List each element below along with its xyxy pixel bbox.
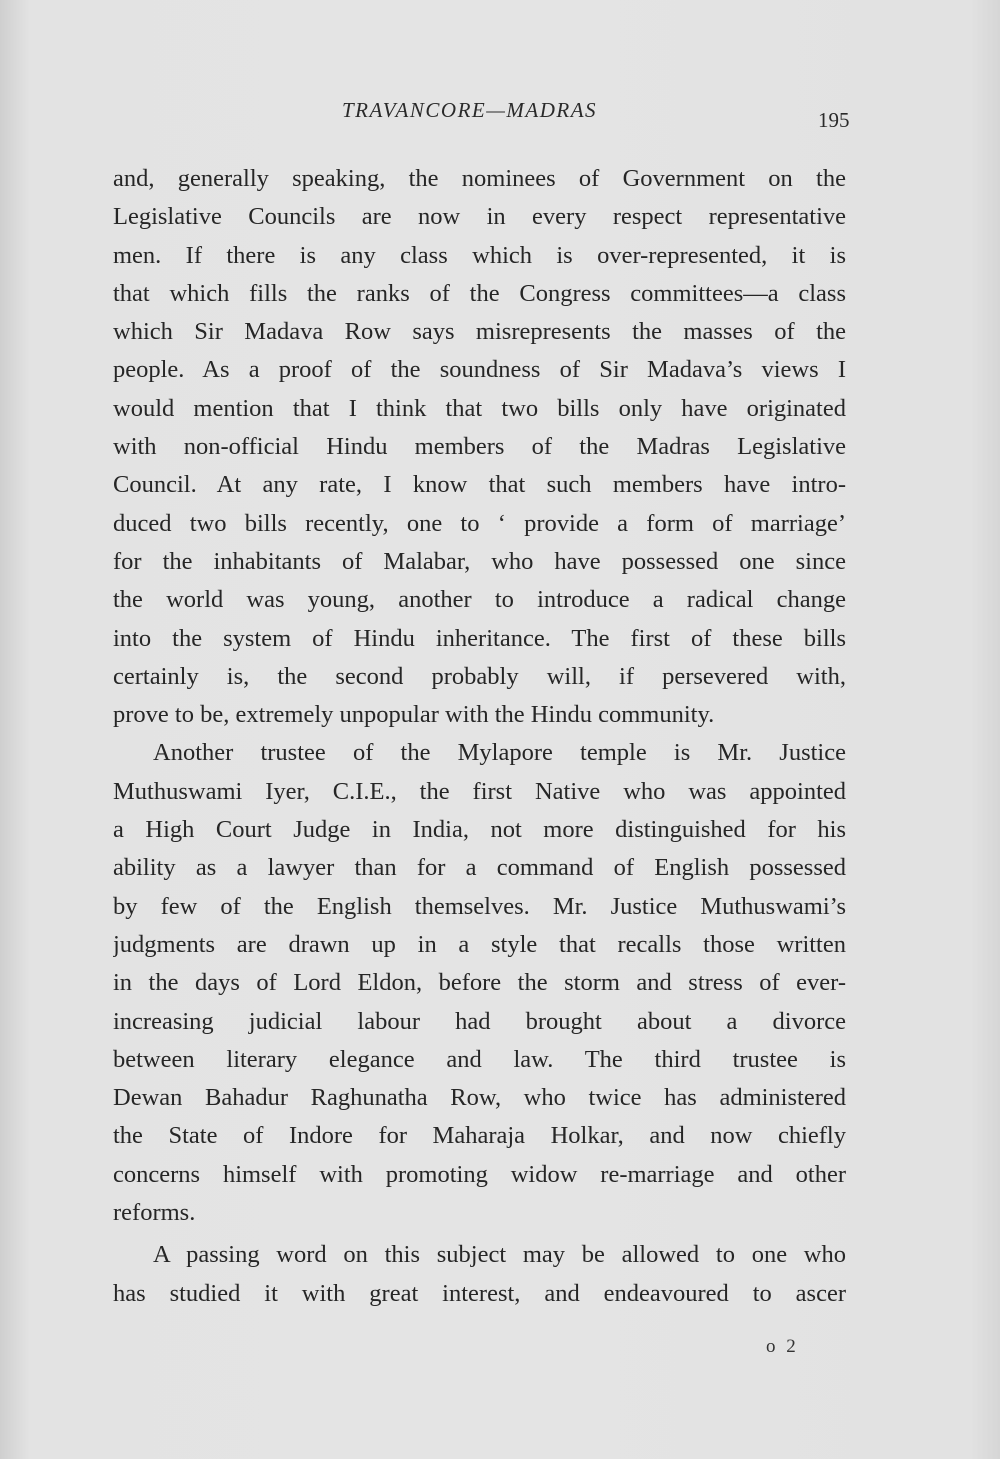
text-line: that which fills the ranks of the Congress committees—a class bbox=[113, 279, 846, 307]
text-line: men. If there is any class which is over-represented, it is bbox=[113, 241, 846, 269]
page-number: 195 bbox=[818, 108, 850, 132]
text-line: Council. At any rate, I know that such members have intro- bbox=[113, 471, 846, 499]
text-line: Dewan Bahadur Raghunatha Row, who twice has administered bbox=[113, 1084, 846, 1112]
text-line: ability as a lawyer than for a command of English possessed bbox=[113, 854, 846, 882]
text-line: A passing word on this subject may be allowed to one who bbox=[153, 1241, 846, 1269]
text-line: into the system of Hindu inheritance. The first of these bills bbox=[113, 624, 846, 652]
text-line: certainly is, the second probably will, if persevered with, bbox=[113, 662, 846, 690]
text-line: the State of Indore for Maharaja Holkar, and now chiefly bbox=[113, 1122, 846, 1150]
text-line: Legislative Councils are now in every respect representative bbox=[113, 203, 846, 231]
text-line: by few of the English themselves. Mr. Justice Muthuswami’s bbox=[113, 892, 846, 920]
text-line: between literary elegance and law. The third trustee is bbox=[113, 1045, 846, 1073]
signature-mark: o 2 bbox=[766, 1336, 799, 1357]
text-line: a High Court Judge in India, not more distinguished for his bbox=[113, 816, 846, 844]
text-line: Another trustee of the Mylapore temple is Mr. Justice bbox=[153, 739, 846, 767]
text-line: with non-official Hindu members of the Madras Legislative bbox=[113, 433, 846, 461]
text-line: which Sir Madava Row says misrepresents the masses of the bbox=[113, 318, 846, 346]
text-line: reforms. bbox=[113, 1199, 196, 1227]
text-line: judgments are drawn up in a style that recalls those written bbox=[113, 930, 846, 958]
running-title: TRAVANCORE—MADRAS bbox=[342, 98, 598, 122]
text-line: people. As a proof of the soundness of Sir Madava’s views I bbox=[113, 356, 846, 384]
text-line: increasing judicial labour had brought about a divorce bbox=[113, 1007, 846, 1035]
text-line: concerns himself with promoting widow re-marriage and other bbox=[113, 1160, 846, 1188]
text-line: would mention that I think that two bills only have originated bbox=[113, 394, 846, 422]
body-text bbox=[113, 160, 846, 1313]
text-line: Muthuswami Iyer, C.I.E., the first Native who was appointed bbox=[113, 777, 846, 805]
text-line: prove to be, extremely unpopular with the Hindu community. bbox=[113, 701, 715, 729]
text-line: for the inhabitants of Malabar, who have possessed one since bbox=[113, 547, 846, 575]
text-line: in the days of Lord Eldon, before the storm and stress of ever- bbox=[113, 969, 846, 997]
text-line: and, generally speaking, the nominees of Government on the bbox=[113, 165, 846, 192]
text-line: has studied it with great interest, and endeavoured to ascer bbox=[113, 1279, 846, 1307]
text-line: duced two bills recently, one to ‘ provide a form of marriage’ bbox=[113, 509, 846, 537]
text-line: the world was young, another to introduce a radical change bbox=[113, 586, 846, 614]
